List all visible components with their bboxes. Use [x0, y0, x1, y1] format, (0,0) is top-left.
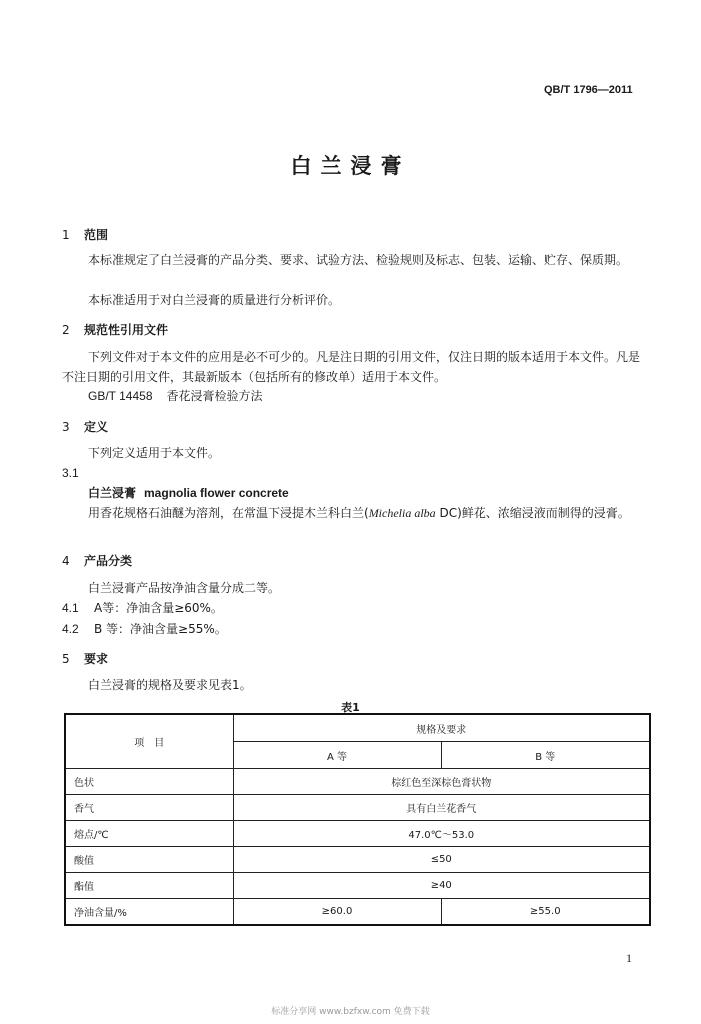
page-number: 1 — [626, 951, 632, 965]
row-value: ≥40 — [233, 873, 650, 899]
item-text: B 等：净油含量≥55%。 — [94, 622, 227, 636]
row-value: 棕红色至深棕色膏状物 — [233, 769, 650, 795]
item-number: 4.1 — [62, 601, 79, 615]
spec-table — [64, 713, 651, 926]
section-3-heading — [62, 418, 108, 435]
term-chinese: 白兰浸膏 — [88, 486, 137, 500]
section-1-heading — [62, 226, 108, 243]
table-caption: 表1 — [341, 701, 360, 714]
subsection-3-1-number: 3.1 — [62, 466, 79, 480]
row-value-b: ≥55.0 — [441, 899, 650, 926]
item-number: 4.2 — [62, 622, 79, 636]
section-5-heading — [62, 650, 108, 667]
item-text: A等：净油含量≥60%。 — [94, 601, 223, 615]
definition-latin-name: Michelia alba — [368, 506, 436, 520]
reference-code: GB/T 14458 — [88, 389, 153, 403]
normative-reference — [88, 386, 263, 406]
section-title: 要求 — [84, 652, 109, 666]
section-2-paragraph-1: 下列文件对于本文件的应用是必不可少的。凡是注日期的引用文件，仅注日期的版本适用于本文件。凡是不注日期的引用文件，其最新版本（包括所有的修改单）适用于本文件。 — [62, 350, 641, 384]
row-value: 具有白兰花香气 — [233, 795, 650, 821]
header-item: 项 目 — [65, 714, 233, 769]
section-number: 4 — [62, 554, 70, 568]
section-4-heading — [62, 552, 132, 569]
section-number: 1 — [62, 228, 70, 242]
row-value: 47.0℃～53.0 — [233, 821, 650, 847]
header-spec: 规格及要求 — [233, 714, 650, 742]
row-value: ≤50 — [233, 847, 650, 873]
section-number: 2 — [62, 323, 70, 337]
footer-watermark: 标准分享网 www.bzfxw.com 免费下载 — [271, 1007, 430, 1017]
section-4-paragraph-1: 白兰浸膏产品按净油含量分成二等。 — [88, 581, 281, 595]
definition-part-1: 用香花规格石油醚为溶剂，在常温下浸提木兰科白兰( — [88, 506, 369, 520]
table-row — [65, 821, 650, 847]
table-row — [65, 847, 650, 873]
section-title: 规范性引用文件 — [84, 323, 169, 337]
row-value-a: ≥60.0 — [233, 899, 441, 926]
row-item: 香气 — [65, 795, 233, 821]
table-row — [65, 795, 650, 821]
section-title: 范围 — [84, 228, 109, 242]
section-1-paragraph-2: 本标准适用于对白兰浸膏的质量进行分析评价。 — [88, 293, 341, 307]
item-4-1 — [62, 598, 223, 618]
table-row — [65, 899, 650, 926]
section-1-paragraph-1: 本标准规定了白兰浸膏的产品分类、要求、试验方法、检验规则及标志、包装、运输、贮存、保质期。 — [88, 253, 629, 267]
section-number: 3 — [62, 420, 70, 434]
row-item: 酸值 — [65, 847, 233, 873]
section-title: 定义 — [84, 420, 109, 434]
table-header-row — [65, 714, 650, 742]
row-item: 净油含量/% — [65, 899, 233, 926]
section-3-paragraph-1: 下列定义适用于本文件。 — [88, 446, 221, 460]
item-4-2 — [62, 619, 227, 639]
section-title: 产品分类 — [84, 554, 133, 568]
term-english: magnolia flower concrete — [144, 486, 289, 500]
section-number: 5 — [62, 652, 70, 666]
definition-term — [88, 483, 289, 503]
row-item: 色状 — [65, 769, 233, 795]
section-5-paragraph-1: 白兰浸膏的规格及要求见表1。 — [88, 678, 252, 692]
row-item: 熔点/℃ — [65, 821, 233, 847]
definition-text — [62, 503, 650, 523]
standard-number: QB/T 1796—2011 — [544, 84, 633, 96]
reference-title: 香花浸膏检验方法 — [166, 389, 263, 403]
table-row — [65, 873, 650, 899]
row-item: 酯值 — [65, 873, 233, 899]
header-grade-b: B 等 — [441, 742, 650, 769]
section-2-heading — [62, 321, 168, 338]
document-title: 白兰浸膏 — [290, 154, 411, 178]
table-row — [65, 769, 650, 795]
header-grade-a: A 等 — [233, 742, 441, 769]
definition-part-2: DC)鲜花、浓缩浸液而制得的浸膏。 — [435, 506, 630, 520]
